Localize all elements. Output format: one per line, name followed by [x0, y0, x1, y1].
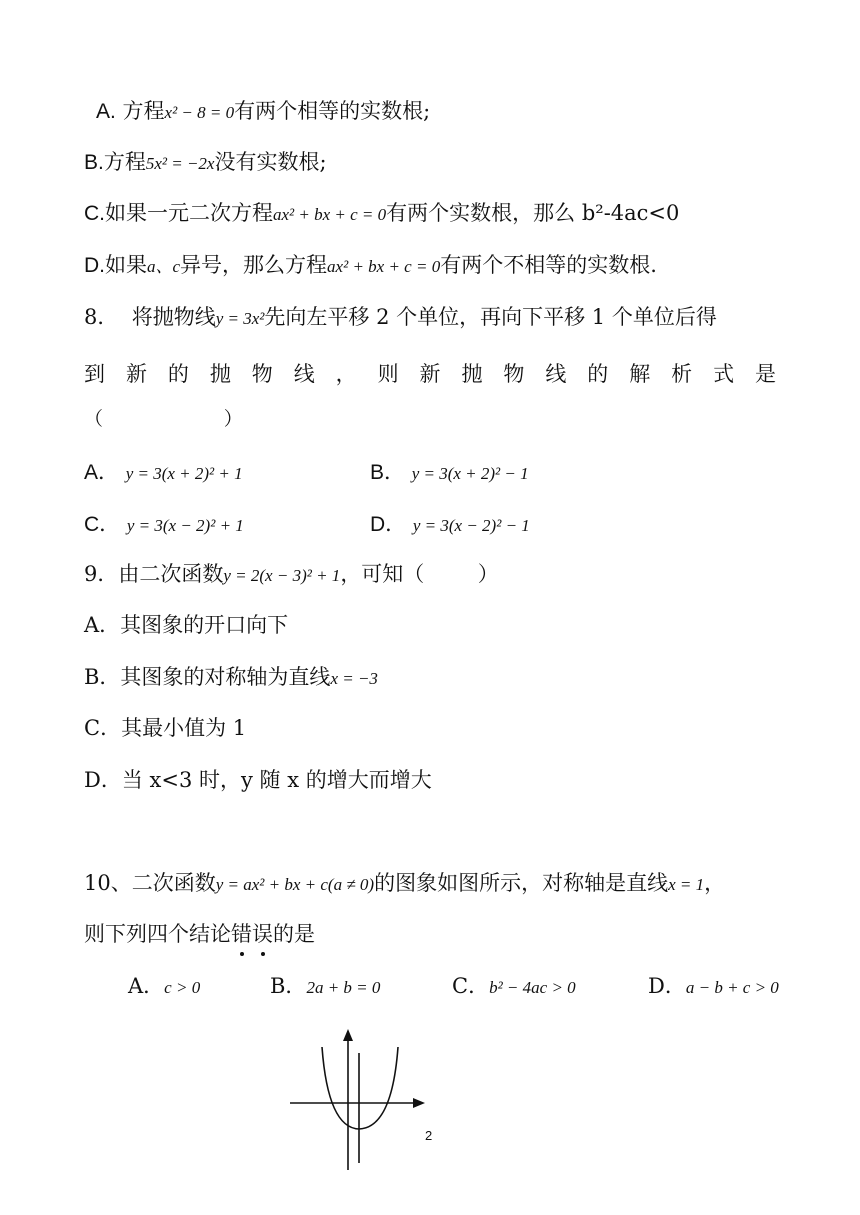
q8-char: 式 [713, 362, 735, 386]
q10-option-a [128, 976, 200, 997]
q10-stem-mid: 的图象如图所示，对称轴是直线 [374, 871, 669, 895]
q7-option-b-label: B. [84, 151, 104, 174]
q7-option-d-pre: 如果 [105, 253, 147, 277]
q10-emphasis-char: 错 [231, 922, 252, 946]
q10-option-b-label: B． [270, 974, 307, 998]
q8-char: 线 [545, 362, 567, 386]
q8-option-a [84, 462, 243, 483]
q8-char: 解 [629, 362, 651, 386]
q10-option-b-eq: 2a + b = 0 [306, 978, 381, 997]
q7-option-a [96, 101, 430, 122]
q9-option-b [84, 667, 378, 688]
q10-option-c-label: C． [452, 974, 490, 998]
q10-option-b [270, 976, 380, 997]
q8-char: ， [335, 362, 357, 386]
q10-stem-line2 [84, 924, 315, 945]
q7-option-c-post: 有两个实数根，那么 b²-4ac<0 [386, 201, 680, 225]
q9-option-d: D．当 x<3 时，y 随 x 的增大而增大 [84, 768, 432, 792]
q8-char: 抛 [209, 362, 231, 386]
q8-stem-pre: 将抛物线 [131, 305, 216, 329]
q10-stem-pre: 10、二次函数 [84, 871, 216, 895]
q8-option-b-eq: y = 3(x + 2)² − 1 [411, 464, 529, 483]
q8-option-d-eq: y = 3(x − 2)² − 1 [412, 516, 530, 535]
q9-stem-eq: y = 2(x − 3)² + 1 [223, 566, 341, 585]
q9-stem-post: ，可知（ ） [340, 562, 499, 586]
q7-option-b-post: 没有实数根; [214, 150, 327, 174]
q7-option-b-eq: 5x² = −2x [145, 154, 215, 173]
parabola-graph [285, 1025, 445, 1175]
q8-char: 析 [671, 362, 693, 386]
q10-stem-end: ， [704, 871, 726, 895]
q8-char: 的 [587, 362, 609, 386]
q10-line2-post: 的是 [273, 922, 315, 946]
q8-char: 物 [251, 362, 273, 386]
q8-char: 的 [167, 362, 189, 386]
q7-option-a-eq: x² − 8 = 0 [164, 103, 235, 122]
q9-option-b-eq: x = −3 [330, 669, 378, 688]
page-number: 2 [425, 1128, 433, 1143]
q7-option-c [84, 203, 679, 224]
q10-option-d-label: D． [648, 974, 686, 998]
q7-option-b-pre: 方程 [103, 150, 146, 174]
q7-option-a-label: A. [96, 100, 116, 123]
q7-option-d [84, 255, 657, 276]
q8-option-a-label: A． [84, 461, 120, 484]
q9-option-b-pre: B．其图象的对称轴为直线 [84, 665, 331, 689]
q10-stem-eq2: x = 1 [668, 875, 705, 894]
q7-option-d-post: 有两个不相等的实数根. [440, 253, 657, 277]
q8-char: 则 [377, 362, 399, 386]
q10-stem-eq: y = ax² + bx + c(a ≠ 0) [215, 875, 375, 894]
q8-char: 是 [755, 362, 776, 386]
q7-option-c-label: C. [84, 202, 105, 225]
q7-option-d-eq: a、c [147, 257, 181, 276]
q10-option-d-eq: a − b + c > 0 [685, 978, 779, 997]
q7-option-a-post: 有两个相等的实数根; [234, 99, 431, 123]
q10-stem [84, 873, 725, 894]
q8-option-c-label: C． [84, 513, 121, 536]
q8-option-c-eq: y = 3(x − 2)² + 1 [126, 516, 244, 535]
q10-option-c [452, 976, 576, 997]
q8-char: 到 [84, 362, 105, 386]
q10-option-c-eq: b² − 4ac > 0 [489, 978, 576, 997]
parabola-curve [322, 1047, 398, 1129]
q8-option-c [84, 514, 244, 535]
q8-option-d-label: D． [370, 513, 407, 536]
q8-number: 8． [84, 305, 119, 329]
q7-option-c-pre: 如果一元二次方程 [105, 201, 273, 225]
q9-option-a: A．其图象的开口向下 [84, 613, 289, 637]
q8-option-b [370, 462, 529, 483]
q9-option-c: C．其最小值为 1 [84, 716, 247, 740]
q8-char: 物 [503, 362, 525, 386]
q8-stem-post: 先向左平移 2 个单位，再向下平移 1 个单位后得 [264, 305, 717, 329]
q8-stem [84, 307, 717, 328]
x-axis-arrow [413, 1098, 425, 1108]
q8-option-b-label: B． [370, 461, 406, 484]
q7-option-c-eq: ax² + bx + c = 0 [273, 205, 387, 224]
q8-char: 新 [125, 362, 147, 386]
q9-stem-pre: 9．由二次函数 [84, 562, 224, 586]
q7-option-a-pre: 方程 [122, 99, 165, 123]
q10-emphasis-char: 误 [252, 922, 273, 946]
q7-option-d-eq2: ax² + bx + c = 0 [327, 257, 441, 276]
q9-stem [84, 564, 499, 585]
q8-option-a-eq: y = 3(x + 2)² + 1 [125, 464, 243, 483]
q7-option-d-mid: 异号，那么方程 [180, 253, 328, 277]
q10-line2-pre: 则下列四个结论 [84, 922, 231, 946]
q8-char: 线 [293, 362, 315, 386]
q7-option-d-label: D. [84, 254, 105, 277]
q10-option-d [648, 976, 779, 997]
q8-char: 新 [419, 362, 441, 386]
q8-answer-bracket: （ ） [84, 408, 243, 430]
q7-option-b [84, 152, 327, 173]
q8-stem-eq: y = 3x² [215, 309, 265, 328]
y-axis-arrow [343, 1029, 353, 1041]
q8-option-d [370, 514, 530, 535]
q8-stem-line2 [84, 358, 776, 388]
q10-option-a-label: A． [128, 974, 165, 998]
q10-option-a-eq: c > 0 [164, 978, 201, 997]
q8-char: 抛 [461, 362, 483, 386]
